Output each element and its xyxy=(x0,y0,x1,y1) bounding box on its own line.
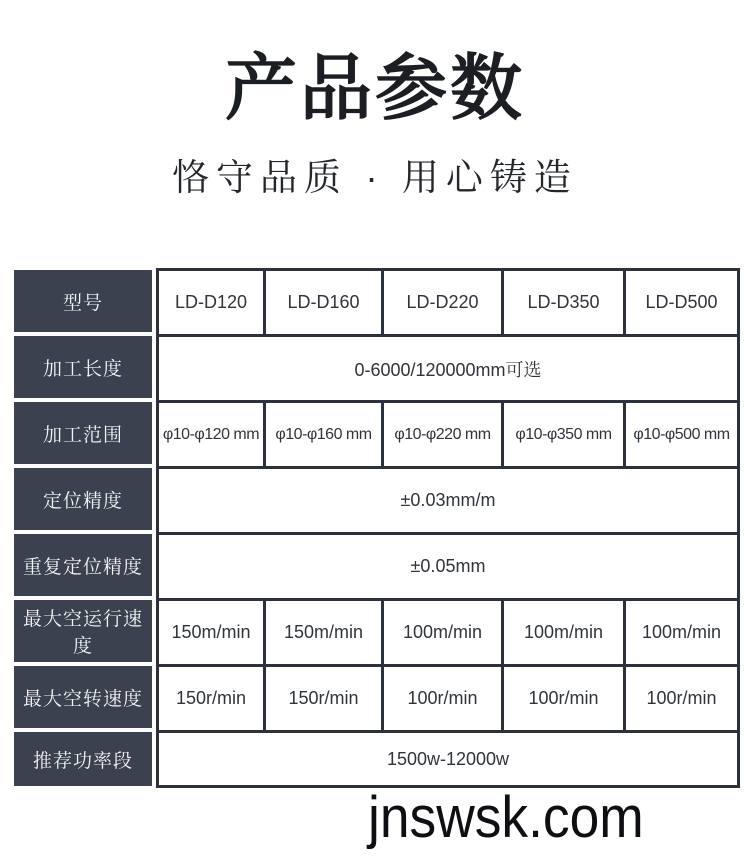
table-row xyxy=(14,532,740,598)
max-travel-speed-cell: 100m/min xyxy=(381,598,501,664)
table-row xyxy=(14,730,740,788)
processing-length-value: 0-6000/120000mm可选 xyxy=(156,334,740,400)
spec-table-container xyxy=(14,268,740,788)
max-rotation-speed-cell: 100r/min xyxy=(623,664,740,730)
row-label-processing-length: 加工长度 xyxy=(14,334,156,400)
table-row xyxy=(14,466,740,532)
row-label-max-travel-speed: 最大空运行速度 xyxy=(14,598,156,664)
max-travel-speed-cell: 100m/min xyxy=(623,598,740,664)
processing-range-cell: φ10-φ220 mm xyxy=(381,400,501,466)
row-label-processing-range: 加工范围 xyxy=(14,400,156,466)
max-rotation-speed-cell: 150r/min xyxy=(156,664,263,730)
page-title: 产品参数 xyxy=(224,49,525,129)
row-label-model: 型号 xyxy=(14,268,156,334)
page-header xyxy=(0,0,750,201)
processing-range-cell: φ10-φ120 mm xyxy=(156,400,263,466)
max-travel-speed-cell: 150m/min xyxy=(263,598,381,664)
model-cell: LD-D120 xyxy=(156,268,263,334)
row-label-repeat-accuracy: 重复定位精度 xyxy=(14,532,156,598)
watermark-text: jnswsk.com xyxy=(368,785,644,850)
max-rotation-speed-cell: 100r/min xyxy=(501,664,623,730)
table-row xyxy=(14,334,740,400)
max-rotation-speed-cell: 150r/min xyxy=(263,664,381,730)
model-cell: LD-D500 xyxy=(623,268,740,334)
max-travel-speed-cell: 150m/min xyxy=(156,598,263,664)
spec-table xyxy=(14,268,740,788)
max-rotation-speed-cell: 100r/min xyxy=(381,664,501,730)
page-subtitle: 恪守品质 · 用心铸造 xyxy=(172,157,578,199)
model-cell: LD-D220 xyxy=(381,268,501,334)
max-travel-speed-cell: 100m/min xyxy=(501,598,623,664)
recommended-power-value: 1500w-12000w xyxy=(156,730,740,788)
table-row xyxy=(14,664,740,730)
positioning-accuracy-value: ±0.03mm/m xyxy=(156,466,740,532)
processing-range-cell: φ10-φ500 mm xyxy=(623,400,740,466)
processing-range-cell: φ10-φ160 mm xyxy=(263,400,381,466)
processing-range-cell: φ10-φ350 mm xyxy=(501,400,623,466)
row-label-max-rotation-speed: 最大空转速度 xyxy=(14,664,156,730)
model-cell: LD-D350 xyxy=(501,268,623,334)
model-cell: LD-D160 xyxy=(263,268,381,334)
table-row xyxy=(14,400,740,466)
table-row xyxy=(14,598,740,664)
repeat-accuracy-value: ±0.05mm xyxy=(156,532,740,598)
table-row xyxy=(14,268,740,334)
row-label-positioning-accuracy: 定位精度 xyxy=(14,466,156,532)
row-label-recommended-power: 推荐功率段 xyxy=(14,730,156,788)
